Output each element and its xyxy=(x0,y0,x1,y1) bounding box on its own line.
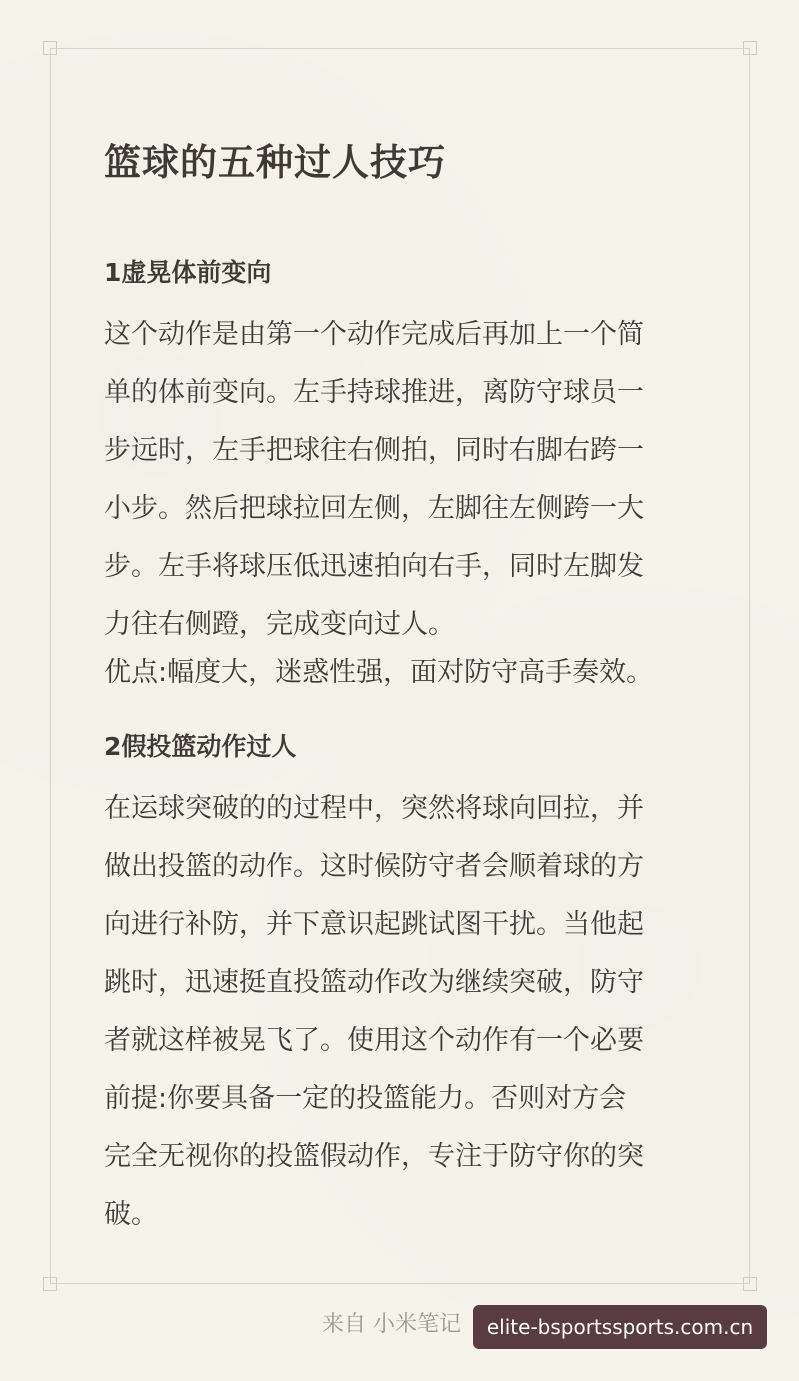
paragraph-line: 这个动作是由第一个动作完成后再加上一个简 xyxy=(104,319,644,350)
frame-corner-ornament xyxy=(43,41,57,55)
paragraph-line: 在运球突破的的过程中，突然将球向回拉，并 xyxy=(104,793,644,824)
frame-corner-ornament xyxy=(743,1277,757,1291)
paragraph-line: 向进行补防，并下意识起跳试图干扰。当他起 xyxy=(104,909,644,940)
paragraph-line: 者就这样被晃飞了。使用这个动作有一个必要 xyxy=(104,1025,644,1056)
section-heading-2: 2假投篮动作过人 xyxy=(104,732,297,761)
section-paragraph-1 xyxy=(104,306,704,654)
section-heading-1: 1虚晃体前变向 xyxy=(104,258,272,287)
paragraph-line: 完全无视你的投篮假动作，专注于防守你的突 xyxy=(104,1141,644,1172)
paragraph-line: 步。左手将球压低迅速拍向右手，同时左脚发 xyxy=(104,551,644,582)
section-paragraph-2 xyxy=(104,780,704,1244)
source-caption: 来自 小米笔记 xyxy=(322,1312,461,1337)
watermark-badge: elite-bsportssports.com.cn xyxy=(473,1305,767,1349)
section-advantage xyxy=(104,644,704,702)
frame-corner-ornament xyxy=(43,1277,57,1291)
paragraph-line: 单的体前变向。左手持球推进，离防守球员一 xyxy=(104,377,644,408)
paragraph-line: 步远时，左手把球往右侧拍，同时右脚右跨一 xyxy=(104,435,644,466)
frame-corner-ornament xyxy=(743,41,757,55)
paragraph-line: 力往右侧蹬，完成变向过人。 xyxy=(104,609,455,640)
paragraph-line: 跳时，迅速挺直投篮动作改为继续突破，防守 xyxy=(104,967,644,998)
article-title: 篮球的五种过人技巧 xyxy=(104,141,446,184)
paragraph-line: 小步。然后把球拉回左侧，左脚往左侧跨一大 xyxy=(104,493,644,524)
advantage-line: 优点:幅度大，迷惑性强，面对防守高手奏效。 xyxy=(104,657,654,688)
paragraph-line: 破。 xyxy=(104,1199,158,1230)
paragraph-line: 前提:你要具备一定的投篮能力。否则对方会 xyxy=(104,1083,627,1114)
paragraph-line: 做出投篮的动作。这时候防守者会顺着球的方 xyxy=(104,851,644,882)
